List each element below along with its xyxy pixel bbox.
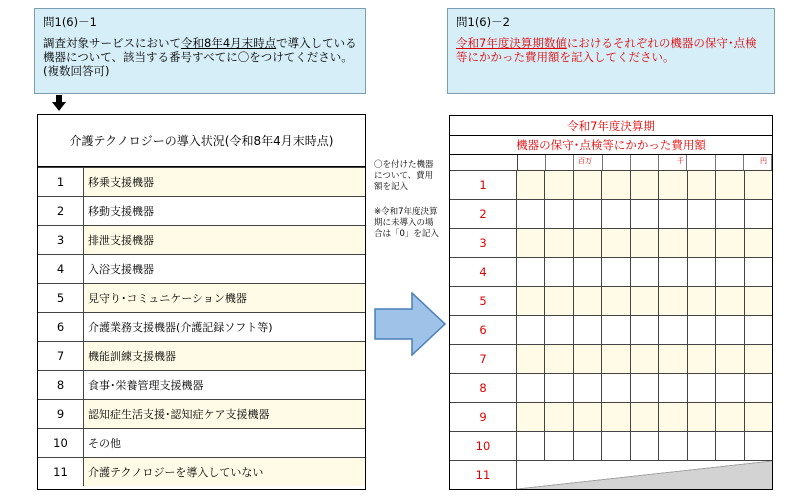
maintenance-cost-header-title: 機器の保守･点検等にかかった費用額	[450, 135, 772, 155]
cost-row-number: 10	[450, 432, 517, 460]
cost-digit-cell[interactable]	[574, 374, 602, 402]
cost-digit-cell[interactable]	[517, 287, 545, 315]
tech-row	[38, 283, 365, 312]
cost-digit-cell[interactable]	[517, 200, 545, 228]
cost-digit-cell[interactable]	[545, 432, 573, 460]
question-1-text-before: 調査対象サービスにおいて	[43, 36, 181, 50]
tech-row	[38, 196, 365, 225]
cost-digit-cell[interactable]	[574, 432, 602, 460]
down-arrow-icon	[52, 95, 66, 111]
cost-row-number: 3	[450, 229, 517, 257]
cost-digit-cell[interactable]	[517, 258, 545, 286]
cost-digit-cell[interactable]	[716, 316, 744, 344]
cost-digit-cell[interactable]	[631, 374, 659, 402]
cost-digit-cell[interactable]	[631, 403, 659, 431]
cost-digit-cell[interactable]	[517, 374, 545, 402]
cost-digit-cell[interactable]	[517, 229, 545, 257]
question-1-text-after: で導入している機器について、該当する番号すべてに〇をつけてください。(複数回答可)	[43, 36, 357, 78]
cost-row	[450, 373, 772, 402]
cost-digit-cell[interactable]	[659, 200, 687, 228]
cost-digit-cell[interactable]	[631, 171, 659, 199]
cost-row	[450, 402, 772, 431]
cost-row	[450, 257, 772, 286]
tech-row-label: 移乗支援機器	[84, 168, 365, 196]
cost-row-number: 5	[450, 287, 517, 315]
tech-row-label: 介護業務支援機器(介護記録ソフト等)	[84, 313, 365, 341]
tech-row-number[interactable]: 5	[38, 284, 84, 312]
cost-row	[450, 460, 772, 489]
tech-row	[38, 312, 365, 341]
cost-digit-cell[interactable]	[688, 316, 716, 344]
cost-digit-cell[interactable]	[631, 432, 659, 460]
cost-row	[450, 199, 772, 228]
disabled-cost-cell	[517, 461, 772, 489]
cost-digit-cell[interactable]	[745, 171, 772, 199]
cost-digit-cell[interactable]	[602, 171, 630, 199]
cost-row	[450, 344, 772, 373]
tech-row	[38, 254, 365, 283]
cost-row	[450, 286, 772, 315]
tech-row-label: 食事･栄養管理支援機器	[84, 371, 365, 399]
cost-digit-cell[interactable]	[688, 287, 716, 315]
right-arrow-icon	[374, 292, 446, 356]
cost-digit-cell[interactable]	[659, 229, 687, 257]
tech-row-label: 排泄支援機器	[84, 226, 365, 254]
cost-digit-cell[interactable]	[602, 432, 630, 460]
cost-digit-cell[interactable]	[574, 316, 602, 344]
cost-digit-cell[interactable]	[574, 229, 602, 257]
cost-digit-cell[interactable]	[659, 316, 687, 344]
cost-digit-cell[interactable]	[716, 374, 744, 402]
tech-row	[38, 225, 365, 254]
tech-row-number[interactable]: 6	[38, 313, 84, 341]
cost-digit-cell[interactable]	[688, 432, 716, 460]
tech-row-label: 入浴支援機器	[84, 255, 365, 283]
cost-digit-cell[interactable]	[716, 200, 744, 228]
cost-digit-cells	[517, 200, 772, 228]
cost-row-number: 2	[450, 200, 517, 228]
cost-digit-cell[interactable]	[631, 345, 659, 373]
cost-digit-cell[interactable]	[631, 287, 659, 315]
cost-digit-cell[interactable]	[602, 374, 630, 402]
cost-digit-cell[interactable]	[659, 345, 687, 373]
cost-digit-cell[interactable]	[545, 374, 573, 402]
question-2-text-after: におけるそれぞれの機器の保守･点検等にかかった費用額を記入してください。	[456, 36, 757, 64]
cost-digit-cell[interactable]	[745, 200, 772, 228]
cost-digit-cell[interactable]	[745, 403, 772, 431]
cost-digit-cell[interactable]	[631, 316, 659, 344]
cost-digit-cell[interactable]	[745, 432, 772, 460]
question-2-title: 問1(6)－2	[456, 15, 510, 29]
middle-note-line2: ※令和7年度決算期に未導入の場合は「0」を記入	[374, 207, 439, 239]
cost-digit-cells	[517, 171, 772, 199]
tech-row-number[interactable]: 1	[38, 168, 84, 196]
cost-digit-cell[interactable]	[545, 200, 573, 228]
cost-row-number: 4	[450, 258, 517, 286]
cost-digit-cell[interactable]	[716, 229, 744, 257]
cost-row	[450, 170, 772, 199]
cost-digit-cell[interactable]	[545, 345, 573, 373]
unit-million: 百万	[578, 157, 592, 165]
tech-adoption-table-header: 介護テクノロジーの導入状況(令和8年4月末時点)	[38, 115, 365, 167]
cost-digit-cell[interactable]	[745, 258, 772, 286]
tech-row	[38, 341, 365, 370]
cost-digit-cells	[517, 432, 772, 460]
cost-digit-cell[interactable]	[745, 229, 772, 257]
cost-digit-cell[interactable]	[631, 258, 659, 286]
cost-digit-cells	[517, 316, 772, 344]
cost-digit-cell[interactable]	[745, 316, 772, 344]
cost-row-number: 1	[450, 171, 517, 199]
cost-digit-cell[interactable]	[574, 287, 602, 315]
cost-digit-cell[interactable]	[517, 432, 545, 460]
cost-row-number: 6	[450, 316, 517, 344]
cost-digit-cell[interactable]	[545, 287, 573, 315]
cost-digit-cell[interactable]	[517, 403, 545, 431]
cost-digit-cell[interactable]	[688, 345, 716, 373]
question-2-box	[447, 8, 775, 94]
cost-digit-cell[interactable]	[545, 316, 573, 344]
cost-digit-cells	[517, 403, 772, 431]
tech-row-number[interactable]: 3	[38, 226, 84, 254]
tech-row-number[interactable]: 8	[38, 371, 84, 399]
cost-digit-cell[interactable]	[716, 345, 744, 373]
tech-row-number[interactable]: 2	[38, 197, 84, 225]
tech-row	[38, 370, 365, 399]
cost-digit-cell[interactable]	[631, 200, 659, 228]
tech-row-label: 移動支援機器	[84, 197, 365, 225]
unit-yen: 円	[760, 157, 767, 165]
cost-digit-cell[interactable]	[602, 316, 630, 344]
cost-digit-cell[interactable]	[716, 287, 744, 315]
cost-digit-cell[interactable]	[688, 200, 716, 228]
cost-digit-cell[interactable]	[545, 403, 573, 431]
middle-note	[374, 160, 440, 240]
cost-digit-cell[interactable]	[716, 258, 744, 286]
digit-column-guides	[517, 155, 772, 170]
tech-row-number[interactable]: 10	[38, 429, 84, 457]
cost-digit-cell[interactable]	[574, 200, 602, 228]
cost-digit-cells	[517, 374, 772, 402]
cost-digit-cell[interactable]	[517, 171, 545, 199]
cost-row-number: 7	[450, 345, 517, 373]
cost-digit-cell[interactable]	[574, 258, 602, 286]
cost-digit-cell[interactable]	[659, 374, 687, 402]
cost-digit-cell[interactable]	[545, 171, 573, 199]
cost-digit-cell[interactable]	[688, 258, 716, 286]
tech-row-label: 介護テクノロジーを導入していない	[84, 458, 365, 486]
cost-digit-cell[interactable]	[602, 229, 630, 257]
cost-digit-cell[interactable]	[659, 403, 687, 431]
cost-digit-cell[interactable]	[659, 432, 687, 460]
cost-digit-cell[interactable]	[574, 403, 602, 431]
tech-row-label: 認知症生活支援･認知症ケア支援機器	[84, 400, 365, 428]
cost-digit-cells	[517, 229, 772, 257]
cost-digit-cell[interactable]	[602, 258, 630, 286]
cost-digit-cell[interactable]	[659, 287, 687, 315]
cost-digit-cell[interactable]	[716, 171, 744, 199]
tech-row-number[interactable]: 11	[38, 458, 84, 486]
cost-digit-cell[interactable]	[745, 345, 772, 373]
tech-row	[38, 457, 365, 486]
cost-row	[450, 431, 772, 460]
cost-digit-cells	[517, 258, 772, 286]
cost-digit-cell[interactable]	[745, 374, 772, 402]
cost-digit-cell[interactable]	[631, 229, 659, 257]
cost-digit-cell[interactable]	[517, 345, 545, 373]
question-1-box	[34, 8, 366, 94]
cost-digit-cell[interactable]	[688, 171, 716, 199]
cost-digit-cell[interactable]	[545, 258, 573, 286]
cost-row-number: 9	[450, 403, 517, 431]
question-1-text-underline: 令和8年4月末時点	[181, 36, 277, 50]
cost-digit-cell[interactable]	[602, 403, 630, 431]
tech-row	[38, 399, 365, 428]
tech-row-number[interactable]: 9	[38, 400, 84, 428]
cost-digit-cell[interactable]	[574, 171, 602, 199]
question-1-title: 問1(6)－1	[43, 15, 97, 29]
cost-digit-cell[interactable]	[574, 345, 602, 373]
cost-digit-cell[interactable]	[545, 229, 573, 257]
cost-digit-cell[interactable]	[688, 374, 716, 402]
question-2-text-underline: 令和7年度決算期数値	[456, 36, 567, 50]
tech-row	[38, 428, 365, 457]
cost-digit-cell[interactable]	[659, 171, 687, 199]
cost-digit-cell[interactable]	[602, 200, 630, 228]
tech-row-number[interactable]: 7	[38, 342, 84, 370]
tech-adoption-table	[37, 114, 366, 490]
cost-digit-cell[interactable]	[659, 258, 687, 286]
cost-digit-cell[interactable]	[745, 287, 772, 315]
unit-thousand: 千	[677, 157, 684, 165]
cost-digit-cell[interactable]	[602, 345, 630, 373]
tech-row-label: 機能訓練支援機器	[84, 342, 365, 370]
cost-digit-cells	[517, 287, 772, 315]
maintenance-cost-table	[449, 115, 773, 490]
cost-row-number: 11	[450, 461, 517, 489]
tech-row-label: 見守り･コミュニケーション機器	[84, 284, 365, 312]
cost-digit-cell[interactable]	[688, 229, 716, 257]
cost-digit-cells	[517, 345, 772, 373]
cost-row	[450, 315, 772, 344]
maintenance-cost-header-period: 令和7年度決算期	[450, 116, 772, 136]
tech-row-label: その他	[84, 429, 365, 457]
cost-digit-cell[interactable]	[517, 316, 545, 344]
cost-digit-cell[interactable]	[716, 432, 744, 460]
cost-row	[450, 228, 772, 257]
cost-digit-cell[interactable]	[716, 403, 744, 431]
cost-digit-cell[interactable]	[602, 287, 630, 315]
tech-row-number[interactable]: 4	[38, 255, 84, 283]
cost-row-number: 8	[450, 374, 517, 402]
middle-note-line1: 〇を付けた機器について、費用額を記入	[374, 160, 434, 192]
cost-digit-cell[interactable]	[688, 403, 716, 431]
tech-row	[38, 167, 365, 196]
